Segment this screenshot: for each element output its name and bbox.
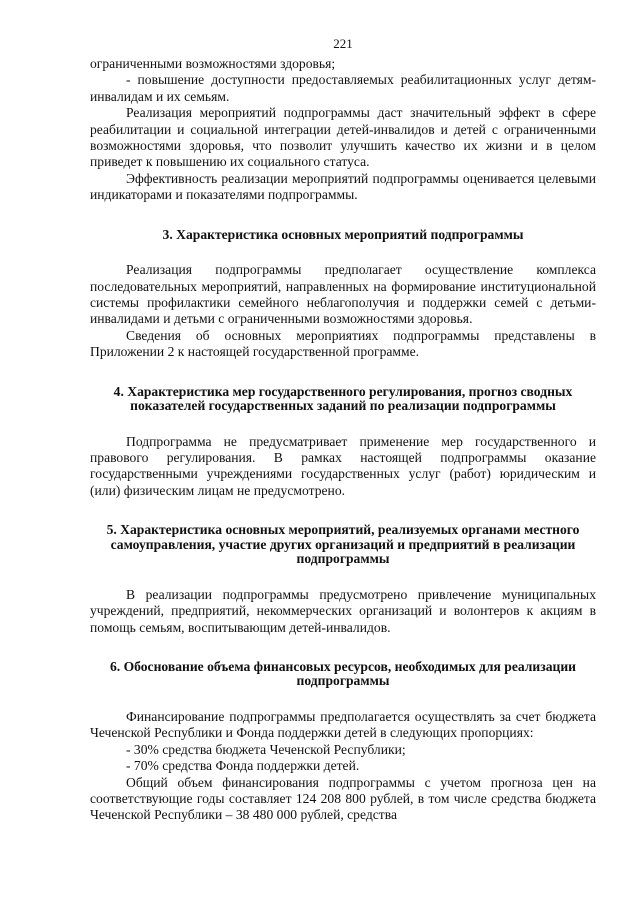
section-heading-4: 4. Характеристика мер государственного регулирования, прогноз сводных показателей государственных заданий по реализации подпрограммы [113, 383, 573, 414]
section-heading-6: 6. Обоснование объема финансовых ресурсов, необходимых для реализации подпрограммы [109, 658, 577, 689]
paragraph: В реализации подпрограммы предусмотрено привлечение муниципальных учреждений, предприятий, некоммерческих организаций и волонтеров к акциям в помощь семьям, воспитывающим детей-инвалидов. [90, 586, 596, 635]
paragraph: Сведения об основных мероприятиях подпрограммы представлены в Приложении 2 к настоящей государственной программе. [90, 327, 596, 360]
paragraph: Эффективность реализации мероприятий подпрограммы оценивается целевыми индикаторами и показателями подпрограммы. [90, 170, 596, 203]
paragraph: Реализация мероприятий подпрограммы даст значительный эффект в сфере реабилитации и социальной интеграции детей-инвалидов и детей с ограниченными возможностями здоровья, что позволит улучшить качество их жизни и в целом приведет к повышению их социального статуса. [90, 105, 596, 170]
list-item: - 70% средства Фонда поддержки детей. [126, 758, 360, 774]
paragraph: - повышение доступности предоставляемых реабилитационных услуг детям-инвалидам и их семьям. [90, 72, 596, 104]
paragraph: Общий объем финансирования подпрограммы с учетом прогноза цен на соответствующие годы составляет 124 208 800 рублей, в том числе средства бюджета Чеченской Республики – 38 480 000 рублей, средства [90, 774, 596, 823]
paragraph: Финансирование подпрограммы предполагается осуществлять за счет бюджета Чеченской Республики и Фонда поддержки детей в следующих пропорциях: [90, 708, 596, 741]
paragraph: Подпрограмма не предусматривает применение мер государственного и правового регулирования. В рамках настоящей подпрограммы оказание государственными учреждениями государственных услуг (работ) юридическим и (или) физическим лицам не предусмотрено. [90, 433, 596, 498]
paragraph: ограниченными возможностями здоровья; [90, 56, 336, 71]
paragraph: Реализация подпрограммы предполагает осуществление комплекса последовательных мероприятий, направленных на формирование институциональной системы профилактики семейного неблагополучия и поддержки семей с детьми-инвалидами и детьми с ограниченными возможностями здоровья. [90, 262, 596, 327]
page-number: 221 [333, 36, 353, 51]
list-item: - 30% средства бюджета Чеченской Республики; [126, 741, 406, 757]
document-page [90, 36, 596, 824]
section-heading-5: 5. Характеристика основных мероприятий, реализуемых органами местного самоуправления, участие других организаций и предприятий в реализации подпрограммы [106, 522, 580, 567]
section-heading-3: 3. Характеристика основных мероприятий подпрограммы [162, 226, 524, 242]
